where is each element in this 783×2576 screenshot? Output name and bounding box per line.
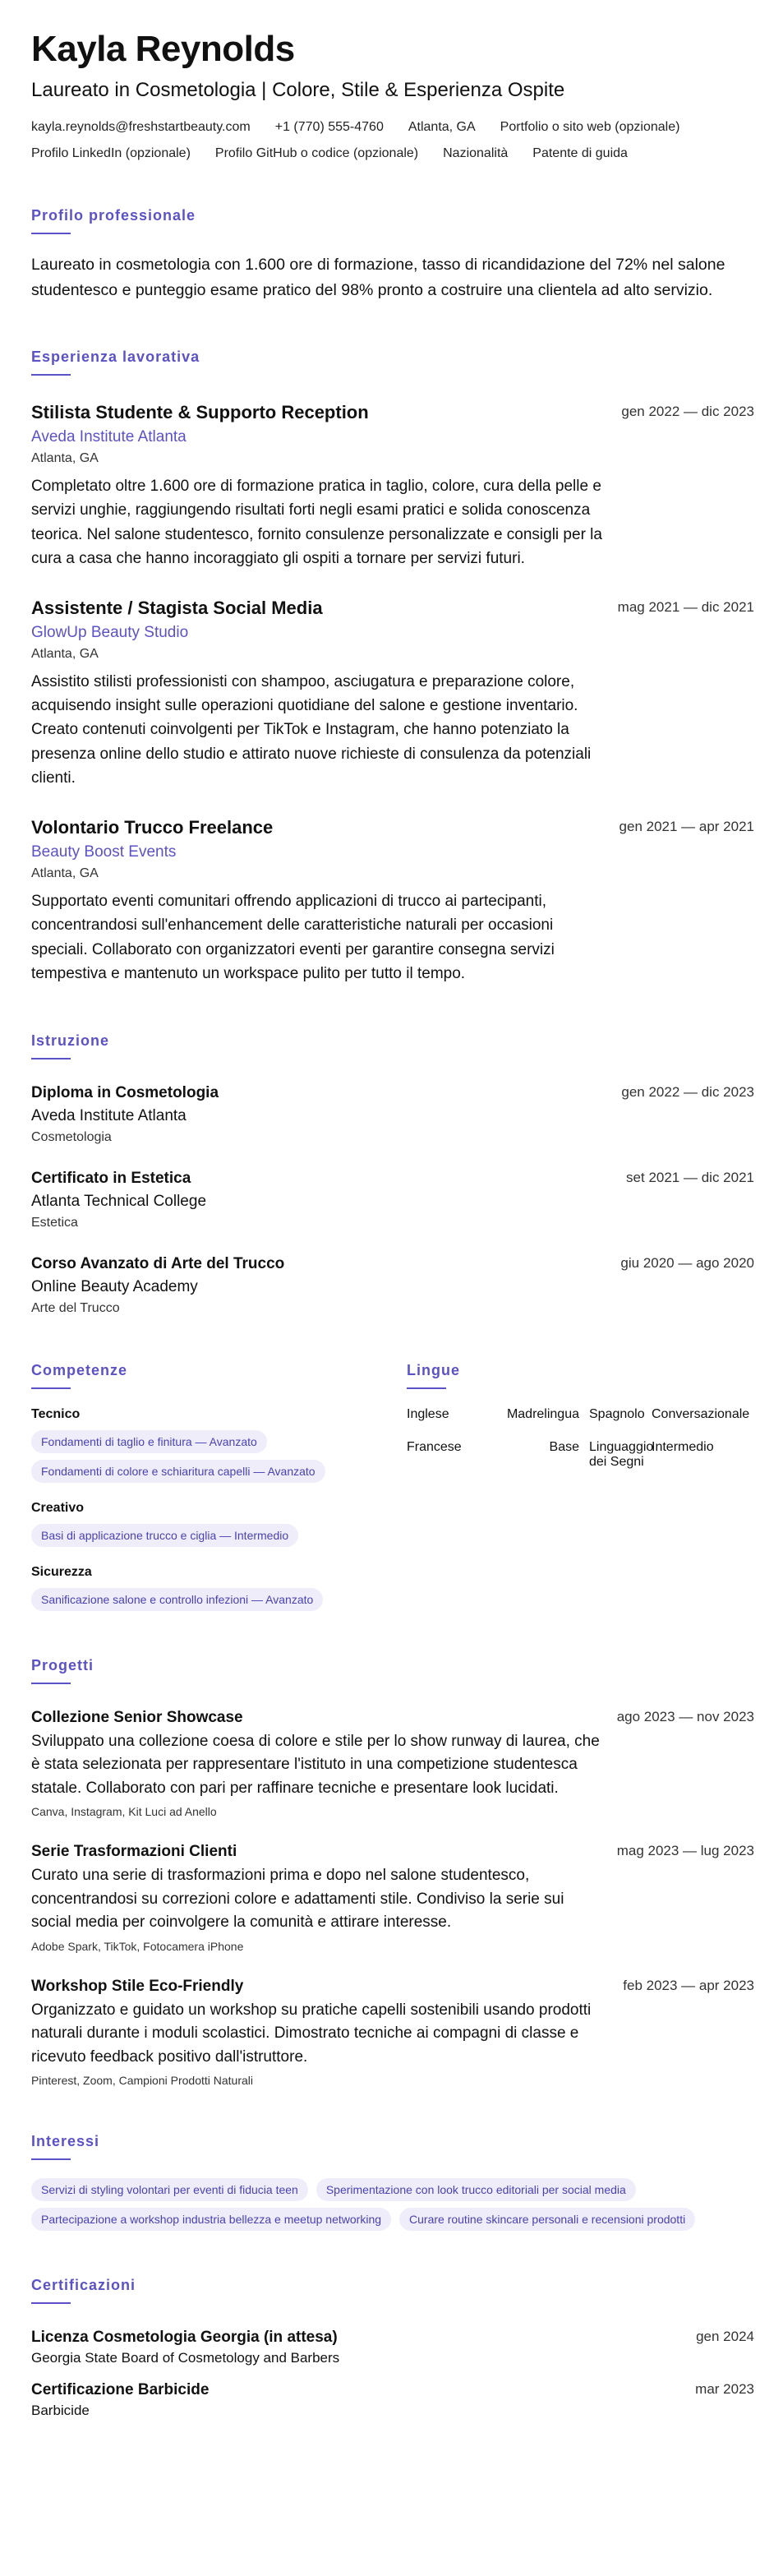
contact-phone[interactable]: +1 (770) 555-4760 — [274, 120, 384, 135]
resume-header — [31, 30, 754, 161]
project-entry — [31, 1709, 754, 1819]
section-divider — [31, 2158, 71, 2160]
school-name: Online Beauty Academy — [31, 1277, 198, 1295]
certification-name: Licenza Cosmetologia Georgia (in attesa) — [31, 2329, 338, 2347]
language-row — [407, 1440, 754, 1470]
school-name: Atlanta Technical College — [31, 1192, 207, 1210]
section-title: Interessi — [31, 2133, 100, 2150]
job-dates: gen 2022 — dic 2023 — [621, 403, 754, 419]
project-tools: Canva, Instagram, Kit Luci ad Anello — [31, 1805, 217, 1819]
section-title: Competenze — [31, 1361, 128, 1378]
contact-portfolio[interactable]: Portfolio o sito web (opzionale) — [500, 120, 680, 135]
section-divider — [31, 1058, 71, 1059]
school-name: Aveda Institute Atlanta — [31, 1106, 187, 1124]
job-description: Supportato eventi comunitari offrendo applicazioni di trucco ai partecipanti, concentrandosi sull'enhancement delle caratteristiche naturali per occasioni speciali. Collaborato con organizzatori eventi per garantire consegna servizi tempestiva e mantenuto un workspace pulito per tutto il tempo. — [31, 892, 555, 983]
interest-tag: Partecipazione a workshop industria bellezza e meetup networking — [31, 2208, 391, 2231]
section-divider — [31, 1387, 71, 1389]
section-divider — [407, 1387, 446, 1389]
project-name: Serie Trasformazioni Clienti — [31, 1843, 237, 1861]
project-tools: Pinterest, Zoom, Campioni Prodotti Naturali — [31, 2074, 253, 2088]
field-of-study: Estetica — [31, 1215, 78, 1230]
experience-entry — [31, 817, 754, 986]
section-title: Istruzione — [31, 1032, 110, 1049]
degree-title: Certificato in Estetica — [31, 1169, 191, 1187]
candidate-headline: Laureato in Cosmetologia | Colore, Stile & Esperienza Ospite — [31, 79, 565, 102]
resume-container — [31, 30, 754, 2419]
section-divider — [31, 1683, 71, 1684]
candidate-name: Kayla Reynolds — [31, 29, 295, 69]
certification-date: gen 2024 — [696, 2329, 754, 2345]
project-name: Collezione Senior Showcase — [31, 1708, 243, 1726]
education-section — [31, 1032, 754, 1316]
interests-section — [31, 2133, 754, 2231]
job-location: Atlanta, GA — [31, 866, 99, 880]
skill-group — [31, 1501, 407, 1547]
certification-name: Certificazione Barbicide — [31, 2381, 210, 2399]
education-entry — [31, 1170, 754, 1230]
summary-section — [31, 207, 754, 302]
contact-nationality: Nazionalità — [443, 146, 509, 161]
certification-issuer: Georgia State Board of Cosmetology and Barbers — [31, 2350, 340, 2366]
skill-tag: Basi di applicazione trucco e ciglia — Intermedio — [31, 1524, 298, 1547]
job-title: Stilista Studente & Supporto Reception — [31, 401, 369, 422]
project-tools: Adobe Spark, TikTok, Fotocamera iPhone — [31, 1939, 244, 1953]
education-entry — [31, 1255, 754, 1316]
language-level: Conversazionale — [652, 1406, 750, 1421]
interest-tag: Servizi di styling volontari per eventi di fiducia teen — [31, 2178, 308, 2201]
section-title: Progetti — [31, 1656, 94, 1673]
job-company: GlowUp Beauty Studio — [31, 623, 189, 641]
contact-location: Atlanta, GA — [408, 120, 476, 135]
skills-languages-row — [31, 1362, 754, 1611]
certification-issuer: Barbicide — [31, 2403, 90, 2419]
skill-tags — [31, 1524, 407, 1547]
job-description: Assistito stilisti professionisti con shampoo, asciugatura e preparazione colore, acquisendo insight sulle operazioni quotidiane del salone e gestione inventario. Creato contenuti coinvolgenti per TikTok e Instagram, che hanno potenziato la presenza online dello studio e attirato nuove richieste di consulenza da potenziali clienti. — [31, 672, 592, 787]
interest-tags — [31, 2178, 738, 2231]
education-dates: set 2021 — dic 2021 — [626, 1169, 754, 1185]
skill-tags — [31, 1588, 407, 1611]
job-location: Atlanta, GA — [31, 646, 99, 661]
skill-tag: Fondamenti di taglio e finitura — Avanzato — [31, 1430, 267, 1453]
section-title: Profilo professionale — [31, 207, 196, 224]
language-name: Inglese — [407, 1406, 449, 1421]
language-level: Madrelingua — [506, 1406, 579, 1421]
language-name: Spagnolo — [589, 1406, 645, 1421]
education-dates: gen 2022 — dic 2023 — [621, 1083, 754, 1100]
experience-entry — [31, 598, 754, 791]
contact-email[interactable]: kayla.reynolds@freshstartbeauty.com — [31, 120, 251, 135]
contact-license: Patente di guida — [532, 146, 628, 161]
experience-entry — [31, 402, 754, 571]
project-description: Organizzato e guidato un workshop su pratiche capelli sostenibili usando prodotti naturali durante i moduli scolastici. Dimostrato tecniche ai compagni di classe e ricevuto feedback positivo dall'istruttore. — [31, 2001, 592, 2066]
certification-entry — [31, 2381, 754, 2419]
skill-tag: Sanificazione salone e controllo infezioni — Avanzato — [31, 1588, 323, 1611]
summary-text: Laureato in cosmetologia con 1.600 ore di formazione, tasso di ricandidazione del 72% nel salone studentesco e punteggio esame pratico del 98% pronto a costruire una clientela ad alto servizio. — [31, 256, 725, 299]
skill-category: Creativo — [31, 1500, 85, 1515]
degree-title: Diploma in Cosmetologia — [31, 1083, 219, 1101]
language-row — [407, 1407, 754, 1422]
project-entry — [31, 1978, 754, 2088]
certification-entry — [31, 2329, 754, 2366]
job-description: Completato oltre 1.600 ore di formazione pratica in taglio, colore, cura della pelle e servizi unghie, raggiungendo risultati forti negli esami pratici e solida conoscenza teorica. Nel salone studentesco, fornito consulenze personalizzate e consigli per la cura a casa che hanno incoraggiato gli ospiti a tornare per servizi futuri. — [31, 477, 602, 568]
section-title: Esperienza lavorativa — [31, 348, 200, 365]
project-name: Workshop Stile Eco-Friendly — [31, 1977, 244, 1995]
languages-section — [407, 1362, 754, 1611]
project-entry — [31, 1843, 754, 1953]
experience-section — [31, 349, 754, 986]
job-location: Atlanta, GA — [31, 450, 99, 465]
education-dates: giu 2020 — ago 2020 — [620, 1254, 754, 1271]
contact-github[interactable]: Profilo GitHub o codice (opzionale) — [214, 146, 419, 161]
skill-tags — [31, 1430, 407, 1483]
skill-tag: Fondamenti di colore e schiaritura capelli — Avanzato — [31, 1460, 325, 1483]
section-divider — [31, 374, 71, 376]
project-dates: ago 2023 — nov 2023 — [616, 1708, 754, 1724]
language-level: Intermedio — [652, 1439, 714, 1454]
interest-tag: Curare routine skincare personali e recensioni prodotti — [399, 2208, 695, 2231]
job-company: Aveda Institute Atlanta — [31, 427, 187, 445]
project-description: Curato una serie di trasformazioni prima e dopo nel salone studentesco, concentrandosi su correzioni colore e adattamenti stile. Condiviso la serie sui social media per coinvolgere la comunità e attirare interesse. — [31, 1867, 564, 1932]
certification-date: mar 2023 — [695, 2381, 754, 2398]
field-of-study: Arte del Trucco — [31, 1300, 120, 1315]
education-entry — [31, 1084, 754, 1145]
language-name: Francese — [407, 1439, 462, 1454]
contact-linkedin[interactable]: Profilo LinkedIn (opzionale) — [31, 146, 191, 161]
language-name: Linguaggio dei Segni — [589, 1439, 654, 1469]
job-company: Beauty Boost Events — [31, 843, 177, 861]
language-level: Base — [549, 1439, 579, 1454]
projects-section — [31, 1657, 754, 2088]
contact-list — [31, 120, 754, 161]
skill-group — [31, 1565, 407, 1611]
skills-section — [31, 1362, 407, 1611]
certifications-section — [31, 2277, 754, 2419]
section-divider — [31, 233, 71, 234]
section-divider — [31, 2302, 71, 2304]
job-dates: mag 2021 — dic 2021 — [617, 598, 754, 615]
project-dates: mag 2023 — lug 2023 — [616, 1843, 754, 1859]
field-of-study: Cosmetologia — [31, 1129, 112, 1144]
skill-category: Sicurezza — [31, 1564, 92, 1579]
skill-category: Tecnico — [31, 1406, 81, 1421]
job-title: Volontario Trucco Freelance — [31, 816, 274, 838]
job-title: Assistente / Stagista Social Media — [31, 597, 323, 618]
section-title: Lingue — [407, 1361, 460, 1378]
project-dates: feb 2023 — apr 2023 — [623, 1977, 754, 1993]
skill-group — [31, 1407, 407, 1483]
degree-title: Corso Avanzato di Arte del Trucco — [31, 1254, 285, 1272]
project-description: Sviluppato una collezione coesa di colore e stile per lo show runway di laurea, che è stata selezionata per rappresentare l'istituto in una competizione studentesca statale. Collaborato con pari per raffinare tecniche e presentare look lucidati. — [31, 1732, 600, 1797]
interest-tag: Sperimentazione con look trucco editoriali per social media — [316, 2178, 636, 2201]
section-title: Certificazioni — [31, 2277, 136, 2294]
job-dates: gen 2021 — apr 2021 — [619, 818, 754, 834]
